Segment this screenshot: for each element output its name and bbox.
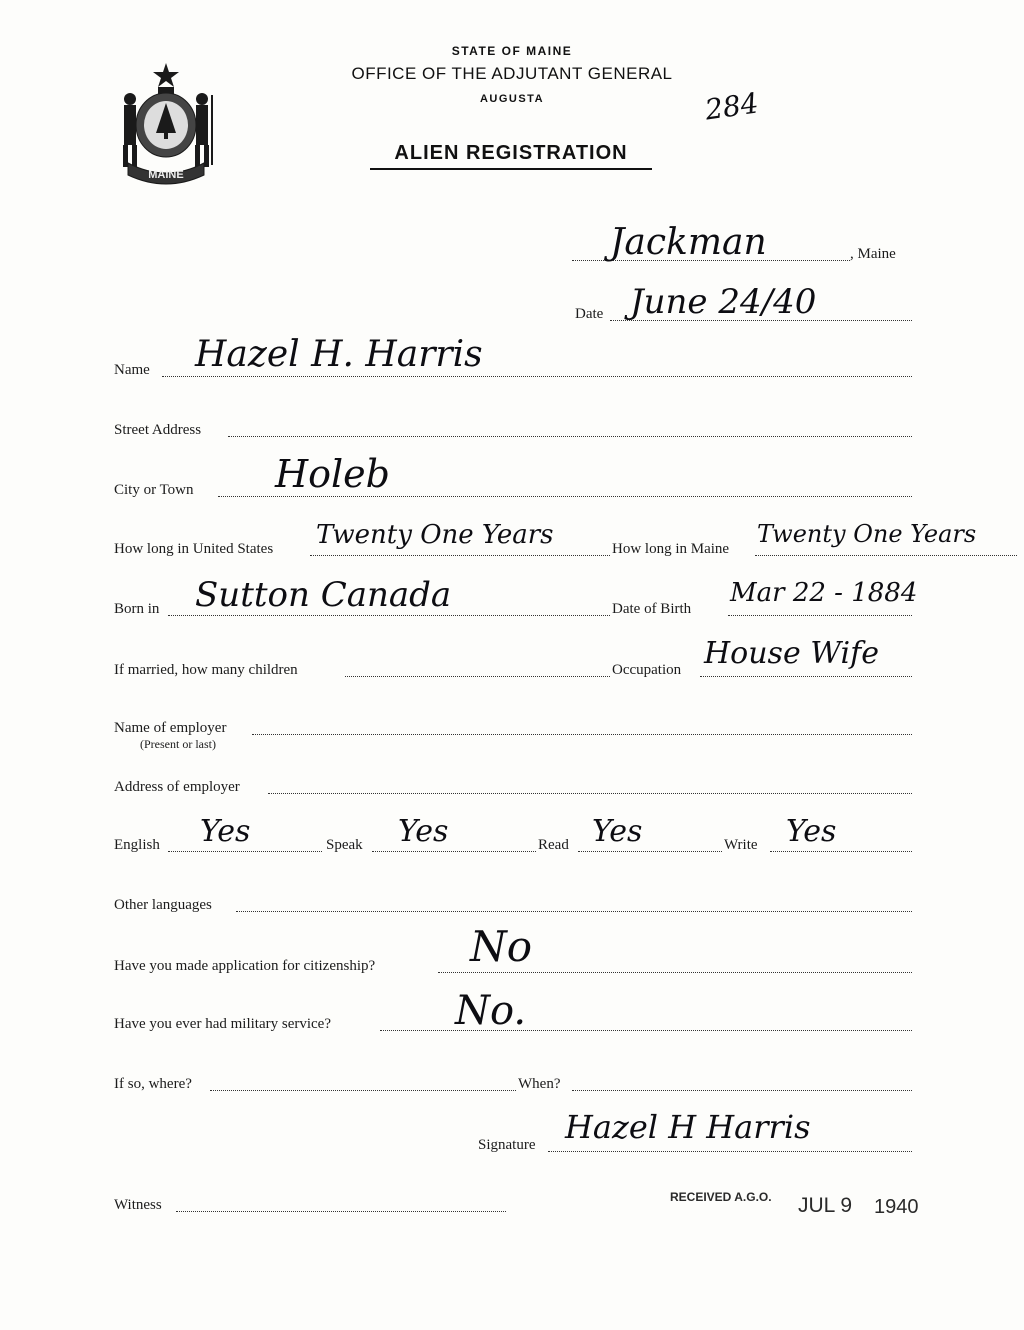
witness-line — [176, 1211, 506, 1212]
when-line — [572, 1090, 912, 1091]
occupation-line — [700, 676, 912, 677]
how-long-us-label: How long in United States — [114, 541, 274, 557]
when-label: When? — [518, 1076, 561, 1092]
employer-address-label: Address of employer — [114, 779, 240, 795]
state-seal-logo — [108, 55, 224, 185]
witness-label: Witness — [114, 1197, 162, 1213]
page-number: 284 — [702, 86, 761, 127]
received-stamp-year: 1940 — [874, 1196, 919, 1218]
military-value: No. — [455, 988, 527, 1034]
date-label: Date — [575, 306, 604, 322]
write-value: Yes — [786, 814, 837, 849]
employer-address-line — [268, 793, 912, 794]
born-in-label: Born in — [114, 601, 160, 617]
received-stamp-label: RECEIVED A.G.O. — [670, 1190, 772, 1204]
children-label: If married, how many children — [114, 662, 298, 678]
citizenship-label: Have you made application for citizenship? — [114, 958, 376, 974]
place-suffix: , Maine — [850, 246, 896, 262]
date-value: June 24/40 — [630, 282, 817, 322]
write-label: Write — [724, 837, 758, 853]
city-heading: AUGUSTA — [479, 93, 545, 105]
employer-name-sublabel: (Present or last) — [140, 737, 216, 751]
street-address-label: Street Address — [114, 422, 202, 438]
dob-line — [728, 615, 912, 616]
place-value: Jackman — [610, 222, 767, 263]
employer-name-label: Name of employer — [114, 720, 227, 736]
occupation-label: Occupation — [612, 662, 682, 678]
name-label: Name — [114, 362, 150, 378]
name-value: Hazel H. Harris — [195, 334, 483, 375]
dob-value: Mar 22 - 1884 — [730, 578, 918, 608]
street-address-line — [228, 436, 912, 437]
read-line — [578, 851, 722, 852]
other-languages-line — [236, 911, 912, 912]
occupation-value: House Wife — [704, 636, 879, 671]
english-value: Yes — [200, 814, 251, 849]
how-long-maine-line — [755, 555, 1017, 556]
read-label: Read — [538, 837, 569, 853]
signature-line — [548, 1151, 912, 1152]
citizenship-line — [438, 972, 912, 973]
how-long-maine-label: How long in Maine — [612, 541, 730, 557]
title-underline — [370, 168, 652, 170]
city-value: Holeb — [275, 452, 390, 496]
seal-text: MAINE — [148, 169, 184, 181]
born-in-value: Sutton Canada — [195, 575, 452, 615]
speak-value: Yes — [398, 814, 449, 849]
born-in-line — [168, 615, 610, 616]
name-line — [162, 376, 912, 377]
children-line — [345, 676, 610, 677]
how-long-us-line — [310, 555, 610, 556]
state-heading: STATE OF MAINE — [451, 44, 573, 58]
office-heading: OFFICE OF THE ADJUTANT GENERAL — [351, 64, 673, 83]
military-label: Have you ever had military service? — [114, 1016, 331, 1032]
read-value: Yes — [592, 814, 643, 849]
speak-label: Speak — [326, 837, 363, 853]
signature-label: Signature — [478, 1137, 536, 1153]
speak-line — [372, 851, 536, 852]
english-line — [168, 851, 322, 852]
city-label: City or Town — [114, 482, 194, 498]
form-title: ALIEN REGISTRATION — [394, 142, 628, 164]
english-label: English — [114, 837, 160, 853]
employer-name-line — [252, 734, 912, 735]
write-line — [770, 851, 912, 852]
how-long-maine-value: Twenty One Years — [757, 520, 977, 548]
received-stamp-date: JUL 9 — [798, 1194, 853, 1217]
where-line — [210, 1090, 516, 1091]
where-label: If so, where? — [114, 1076, 192, 1092]
how-long-us-value: Twenty One Years — [316, 520, 554, 550]
other-languages-label: Other languages — [114, 897, 212, 913]
city-line — [218, 496, 912, 497]
citizenship-value: No — [470, 922, 533, 971]
signature-value: Hazel H Harris — [565, 1108, 811, 1146]
dob-label: Date of Birth — [612, 601, 692, 617]
